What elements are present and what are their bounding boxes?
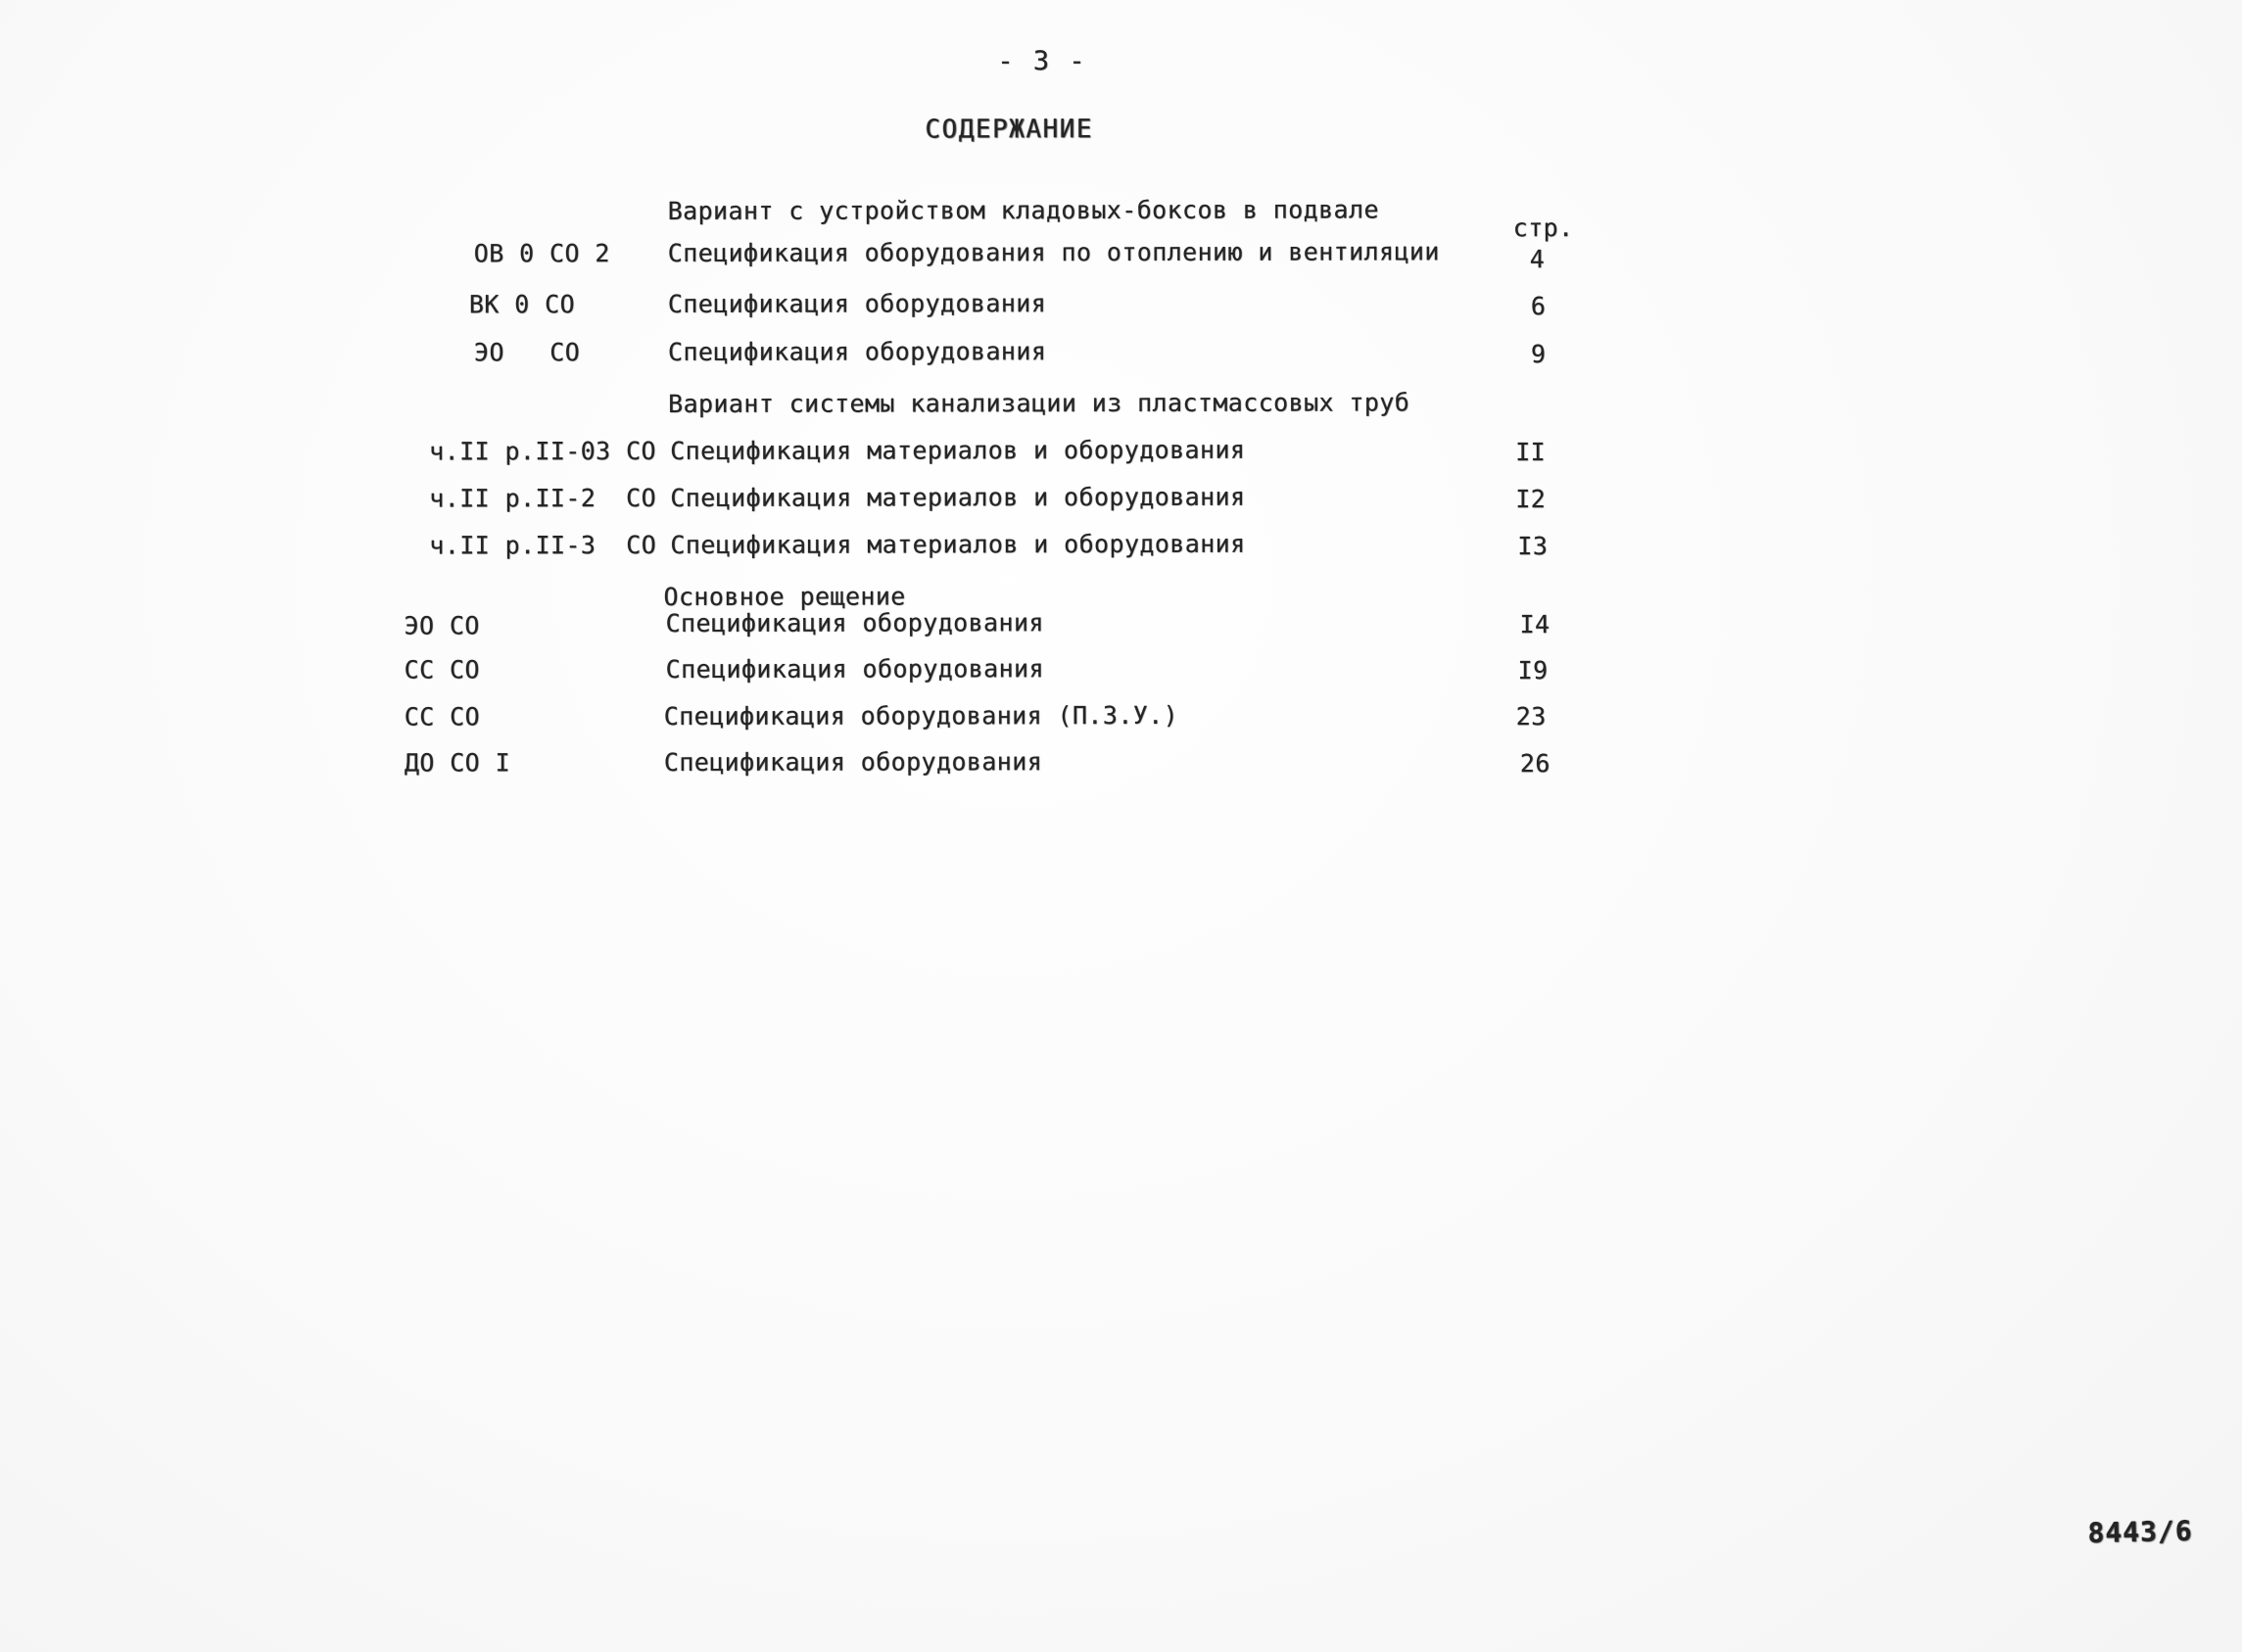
entry-page: 26 [1519,749,1550,779]
entry-title: Спецификация материалов и оборудования [670,529,1246,559]
entry-page: I3 [1517,532,1549,561]
entry-code: ч.II р.II-2 СО [429,483,657,513]
entry-title: Спецификация оборудования [667,289,1047,318]
page-title: СОДЕРЖАНИЕ [925,115,1094,145]
page-number: - 3 - [997,46,1087,77]
entry-title: Спецификация оборудования [663,747,1043,777]
entry-page: 6 [1530,292,1547,321]
entry-code: ЭО СО [473,338,581,367]
entry-title: Спецификация материалов и оборудования [670,482,1246,512]
entry-page: 4 [1529,245,1546,274]
entry-page: I9 [1517,656,1549,685]
section-heading: Вариант системы канализации из пластмассовых труб [668,388,1410,418]
entry-page: 9 [1530,340,1547,369]
entry-page: I2 [1515,485,1547,514]
entry-page: II [1515,438,1547,467]
section-heading: Основное рещение [663,582,906,611]
entry-code: ЭО СО [404,611,480,640]
entry-title: Спецификация оборудования (П.З.У.) [663,700,1179,731]
entry-code: ВК 0 СО [468,290,576,319]
entry-title: Спецификация оборудования [665,608,1044,637]
document-number: 8443/6 [2087,1514,2194,1550]
entry-title: Спецификация оборудования [665,654,1044,684]
entry-code: СС СО [404,655,480,684]
entry-title: Спецификация материалов и оборудования [670,435,1246,465]
entry-code: СС СО [404,702,481,732]
entry-page: 23 [1515,702,1547,732]
entry-code: ОВ 0 СО 2 [473,239,610,268]
entry-code: ДО СО I [404,748,511,778]
page-column-header: стр. [1512,213,1574,243]
entry-code: ч.II р.II-3 СО [429,530,657,560]
entry-code: ч.II р.II-03 СО [429,436,657,466]
section-heading: Вариант с устройством кладовых-боксов в подвале [667,195,1379,225]
entry-title: Спецификация оборудования по отоплению и вентиляции [667,237,1440,267]
entry-title: Спецификация оборудования [667,337,1047,366]
entry-page: I4 [1519,610,1550,639]
